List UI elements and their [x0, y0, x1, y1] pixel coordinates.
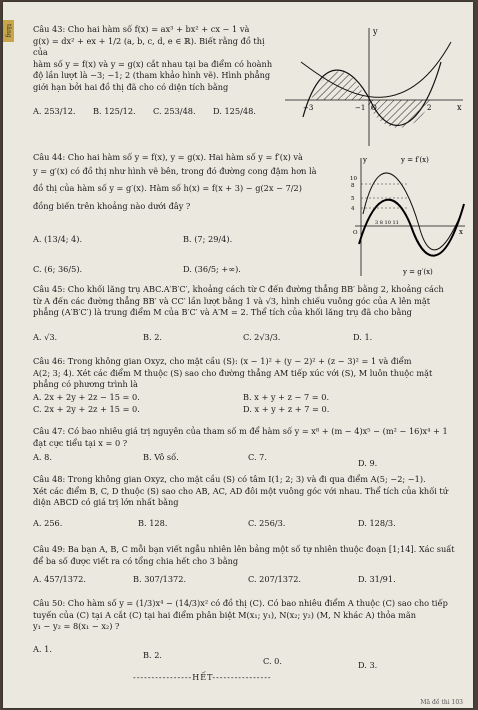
- question-44: [33, 152, 353, 212]
- svg-text:y = g′(x): y = g′(x): [403, 268, 433, 276]
- q46-option-a[interactable]: A. 2x + 2y + 2z − 15 = 0.: [33, 392, 140, 402]
- q43-option-b[interactable]: B. 125/12.: [93, 106, 136, 116]
- q46-line: Câu 46: Trong không gian Oxyz, cho mặt cầu (S): (x − 1)² + (y − 2)² + (z − 3)² = 1 và điểm: [33, 356, 412, 366]
- hatched-region-left: [311, 72, 366, 101]
- svg-text:4: 4: [351, 206, 355, 212]
- svg-text:5: 5: [351, 196, 355, 202]
- q44-option-c[interactable]: C. (6; 36/5).: [33, 264, 83, 274]
- q46-option-c[interactable]: C. 2x + 2y + 2z + 15 = 0.: [33, 404, 140, 414]
- question-47: [33, 426, 465, 449]
- q49-line: để ba số được viết ra có tổng chia hết cho 3 bằng: [33, 555, 239, 566]
- q49-option-c[interactable]: C. 207/1372.: [248, 574, 302, 584]
- svg-text:10: 10: [350, 176, 357, 182]
- f-prime-curve: [363, 173, 461, 250]
- q48-line: Câu 48: Trong không gian Oxyz, cho mặt cầu (S) có tâm I(1; 2; 3) và đi qua điểm A(5; −2; −1).: [33, 474, 426, 484]
- q45-option-d[interactable]: D. 1.: [353, 332, 373, 342]
- svg-text:8: 8: [351, 183, 355, 189]
- q48-option-b[interactable]: B. 128.: [138, 518, 168, 528]
- q50-option-d[interactable]: D. 3.: [358, 660, 378, 670]
- q46-line: A(2; 3; 4). Xét các điểm M thuộc (S) sao cho đường thẳng AM tiếp xúc với (S), M luôn thuộc mặt: [33, 367, 433, 378]
- question-43: [33, 24, 273, 94]
- q43-option-c[interactable]: C. 253/48.: [153, 106, 196, 116]
- q45-line: phẳng (A′B′C′) là trung điểm M của B′C′ và A′M = 2. Thể tích của khối lăng trụ đã cho bằng: [33, 307, 412, 318]
- q47-line: Câu 47: Có bao nhiêu giá trị nguyên của tham số m để hàm số y = x⁸ + (m − 4)x⁵ − (m² − 16)x⁴ + 1: [33, 426, 448, 436]
- q45-line: Câu 45: Cho khối lăng trụ ABC.A′B′C′, khoảng cách từ C đến đường thẳng BB′ bằng 2, khoảng cách: [33, 284, 444, 294]
- q45-option-b[interactable]: B. 2.: [143, 332, 163, 342]
- q45-option-c[interactable]: C. 2√3/3.: [243, 332, 281, 342]
- svg-text:x: x: [457, 103, 462, 112]
- q47-option-b[interactable]: B. Vô số.: [143, 452, 179, 462]
- q44-line: Câu 44: Cho hai hàm số y = f(x), y = g(x). Hai hàm số y = f′(x) và: [33, 152, 303, 162]
- q44-graph: [349, 154, 467, 280]
- q43-line: giới hạn bởi hai đồ thị đã cho có diện tích bằng: [33, 81, 229, 92]
- q49-option-b[interactable]: B. 307/1372.: [133, 574, 187, 584]
- end-marker: ----------------HẾT----------------: [133, 673, 272, 682]
- q43-option-d[interactable]: D. 125/48.: [213, 106, 256, 116]
- q47-option-a[interactable]: A. 8.: [33, 452, 52, 462]
- svg-text:−3: −3: [303, 104, 314, 112]
- page-number: Mã đề thi 103: [420, 699, 463, 706]
- q47-option-c[interactable]: C. 7.: [248, 452, 267, 462]
- q43-option-a[interactable]: A. 253/12.: [33, 106, 76, 116]
- q48-option-c[interactable]: C. 256/3.: [248, 518, 286, 528]
- q43-line: Câu 43: Cho hai hàm số f(x) = ax³ + bx² + cx − 1 và: [33, 24, 250, 34]
- svg-text:2: 2: [427, 104, 432, 112]
- svg-text:y: y: [373, 27, 378, 36]
- q48-option-a[interactable]: A. 256.: [33, 518, 63, 528]
- question-45: [33, 284, 465, 319]
- q49-line: Câu 49: Ba bạn A, B, C mỗi bạn viết ngẫu nhiên lên bảng một số tự nhiên thuộc đoạn [1;14]. Xác suất: [33, 544, 455, 554]
- question-46: [33, 356, 465, 391]
- q44-option-b[interactable]: B. (7; 29/4).: [183, 234, 233, 244]
- q50-line: y₁ − y₂ = 8(x₁ − x₂) ?: [33, 621, 120, 632]
- q49-option-d[interactable]: D. 31/91.: [358, 574, 396, 584]
- q46-option-d[interactable]: D. x + y + z + 7 = 0.: [243, 404, 330, 414]
- question-48: [33, 474, 465, 509]
- q48-line: Xét các điểm B, C, D thuộc (S) sao cho AB, AC, AD đôi một vuông góc với nhau. Thể tích của khối tứ: [33, 485, 448, 496]
- q50-option-b[interactable]: B. 2.: [143, 650, 163, 660]
- svg-text:O: O: [353, 230, 358, 236]
- q50-line: Câu 50: Cho hàm số y = (1/3)x⁴ − (14/3)x² có đồ thị (C). Có bao nhiêu điểm A thuộc (C) sao cho tiếp: [33, 598, 448, 608]
- svg-text:x: x: [459, 228, 463, 236]
- exam-page: [3, 2, 473, 708]
- q43-graph: [281, 22, 467, 150]
- q48-line: diện ABCD có giá trị lớn nhất bằng: [33, 497, 179, 508]
- q46-option-b[interactable]: B. x + y + z − 7 = 0.: [243, 392, 330, 402]
- q44-option-d[interactable]: D. (36/5; +∞).: [183, 264, 241, 274]
- svg-text:y = f′(x): y = f′(x): [401, 156, 429, 164]
- q50-line: tuyến của (C) tại A cắt (C) tại hai điểm phân biệt M(x₁; y₁), N(x₂; y₂) (M, N khác A) thỏa mãn: [33, 609, 417, 620]
- q43-line: hàm số y = f(x) và y = g(x) cắt nhau tại ba điểm có hoành: [33, 58, 273, 69]
- q49-option-a[interactable]: A. 457/1372.: [33, 574, 86, 584]
- q44-line: y = g′(x) có đồ thị như hình vẽ bên, trong đó đường cong đậm hơn là: [33, 165, 317, 176]
- q50-option-a[interactable]: A. 1.: [33, 644, 52, 654]
- question-49: [33, 544, 465, 567]
- q50-option-c[interactable]: C. 0.: [263, 656, 282, 666]
- svg-text:O: O: [371, 104, 377, 112]
- q44-line: đồ thị của hàm số y = g′(x). Hàm số h(x) = f(x + 3) − g(2x − 7/2): [33, 183, 302, 194]
- svg-text:3 8 10 11: 3 8 10 11: [375, 220, 399, 226]
- q43-line: g(x) = dx² + ex + 1/2 (a, b, c, d, e ∈ ℝ). Biết rằng đồ thị của: [33, 35, 268, 58]
- svg-text:−1: −1: [355, 104, 366, 112]
- q44-line: đồng biến trên khoảng nào dưới đây ?: [33, 200, 191, 211]
- q44-option-a[interactable]: A. (13/4; 4).: [33, 234, 83, 244]
- q46-line: phẳng có phương trình là: [33, 379, 138, 390]
- side-tab: tăng: [3, 20, 14, 42]
- q47-line: đạt cực tiểu tại x = 0 ?: [33, 437, 128, 448]
- svg-text:y: y: [363, 156, 367, 164]
- question-50: [33, 598, 465, 633]
- q45-line: từ A đến các đường thẳng BB′ và CC′ lần lượt bằng 1 và √3, hình chiếu vuông góc của A lên mặt: [33, 295, 431, 306]
- q45-option-a[interactable]: A. √3.: [33, 332, 58, 342]
- q43-line: độ lần lượt là −3; −1; 2 (tham khảo hình vẽ). Hình phẳng: [33, 70, 271, 81]
- q48-option-d[interactable]: D. 128/3.: [358, 518, 396, 528]
- q47-option-d[interactable]: D. 9.: [358, 458, 378, 468]
